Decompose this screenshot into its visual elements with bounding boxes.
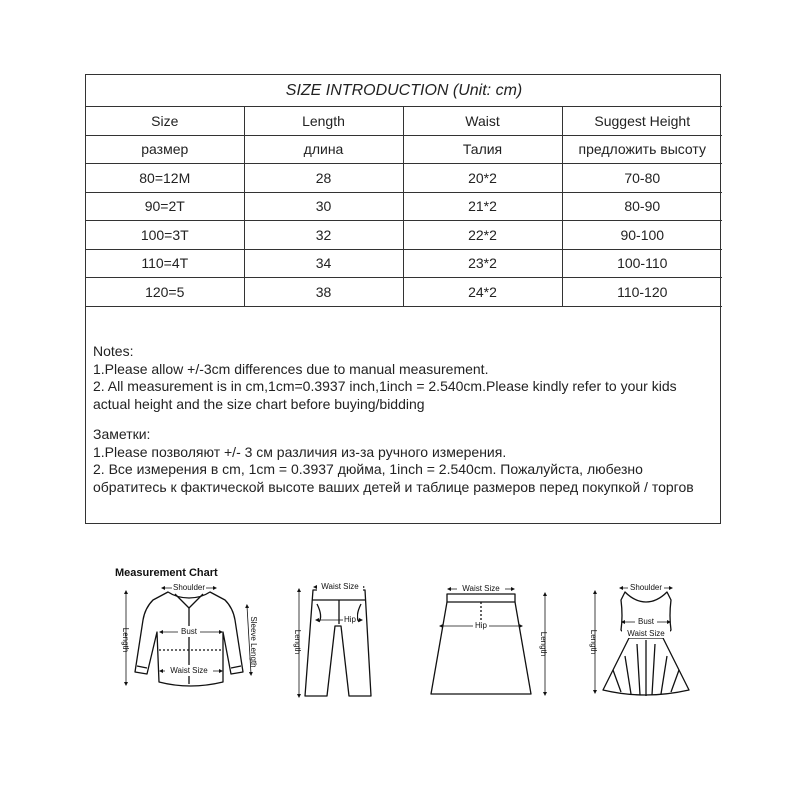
table-cell: 30 xyxy=(244,192,403,221)
size-table xyxy=(86,75,722,307)
shirt-length-label: Length xyxy=(121,627,130,653)
dress-icon xyxy=(603,592,689,696)
header-row-en xyxy=(86,107,722,136)
table-cell: 70-80 xyxy=(562,164,722,193)
measurement-chart-title: Measurement Chart xyxy=(115,567,218,579)
shirt-sleeve-label: Sleeve Length xyxy=(249,616,258,668)
skirt-icon xyxy=(431,594,531,694)
skirt-length-label: Length xyxy=(539,631,548,657)
table-cell: 110=4T xyxy=(86,249,244,278)
table-cell: 80-90 xyxy=(562,192,722,221)
table-cell: 120=5 xyxy=(86,278,244,307)
shirt-waist-label: Waist Size xyxy=(170,666,208,675)
header-cell: предложить высоту xyxy=(562,135,722,164)
table-cell: 110-120 xyxy=(562,278,722,307)
table-cell: 100=3T xyxy=(86,221,244,250)
measurement-chart xyxy=(105,560,705,710)
header-cell: Waist xyxy=(403,107,562,136)
table-cell: 90=2T xyxy=(86,192,244,221)
notes-heading: Notes: xyxy=(93,343,134,359)
dress-bust-label: Bust xyxy=(637,617,655,626)
table-cell: 22*2 xyxy=(403,221,562,250)
header-cell: Талия xyxy=(403,135,562,164)
pants-waist-label: Waist Size xyxy=(321,582,359,591)
table-row xyxy=(86,221,722,250)
size-sheet xyxy=(85,74,721,524)
notes-russian xyxy=(93,426,717,496)
notes-section xyxy=(93,343,717,496)
table-row xyxy=(86,278,722,307)
table-title-row xyxy=(86,75,722,107)
table-row xyxy=(86,164,722,193)
table-cell: 80=12M xyxy=(86,164,244,193)
table-cell: 28 xyxy=(244,164,403,193)
header-cell: Size xyxy=(86,107,244,136)
dress-waist-label: Waist Size xyxy=(627,629,665,638)
dress-shoulder-label: Shoulder xyxy=(629,583,663,592)
table-cell: 24*2 xyxy=(403,278,562,307)
table-cell: 21*2 xyxy=(403,192,562,221)
table-row xyxy=(86,249,722,278)
notes-line: 2. Все измерения в cm, 1cm = 0.3937 дюйма, 1inch = 2.540cm. Пожалуйста, любезно обратитесь к фактической высоте ваших детей и таблице размеров перед покупкой / торгов xyxy=(93,461,694,495)
pants-hip-label: Hip xyxy=(343,615,357,624)
skirt-waist-label: Waist Size xyxy=(462,584,500,593)
dress-length-label: Length xyxy=(589,629,598,655)
table-cell: 32 xyxy=(244,221,403,250)
pants-icon xyxy=(305,590,371,696)
notes-line: 1.Please позволяют +/- 3 см различия из-за ручного измерения. xyxy=(93,443,507,460)
table-cell: 20*2 xyxy=(403,164,562,193)
garment-diagrams xyxy=(105,560,705,710)
header-cell: размер xyxy=(86,135,244,164)
notes-heading: Заметки: xyxy=(93,426,151,442)
table-cell: 90-100 xyxy=(562,221,722,250)
header-cell: Suggest Height xyxy=(562,107,722,136)
header-cell: Length xyxy=(244,107,403,136)
table-cell: 23*2 xyxy=(403,249,562,278)
skirt-hip-label: Hip xyxy=(474,621,488,630)
table-cell: 34 xyxy=(244,249,403,278)
table-cell: 100-110 xyxy=(562,249,722,278)
notes-line: 2. All measurement is in cm,1cm=0.3937 inch,1inch = 2.540cm.Please kindly refer to your kids actual height and the size chart before buying/bidding xyxy=(93,378,677,412)
pants-length-label: Length xyxy=(293,629,302,655)
table-row xyxy=(86,192,722,221)
header-cell: длина xyxy=(244,135,403,164)
notes-english xyxy=(93,343,717,413)
shirt-bust-label: Bust xyxy=(180,627,198,636)
shirt-shoulder-label: Shoulder xyxy=(172,583,206,592)
header-row-ru xyxy=(86,135,722,164)
table-cell: 38 xyxy=(244,278,403,307)
notes-line: 1.Please allow +/-3cm differences due to manual measurement. xyxy=(93,360,489,377)
table-title: SIZE INTRODUCTION (Unit: cm) xyxy=(86,75,722,107)
